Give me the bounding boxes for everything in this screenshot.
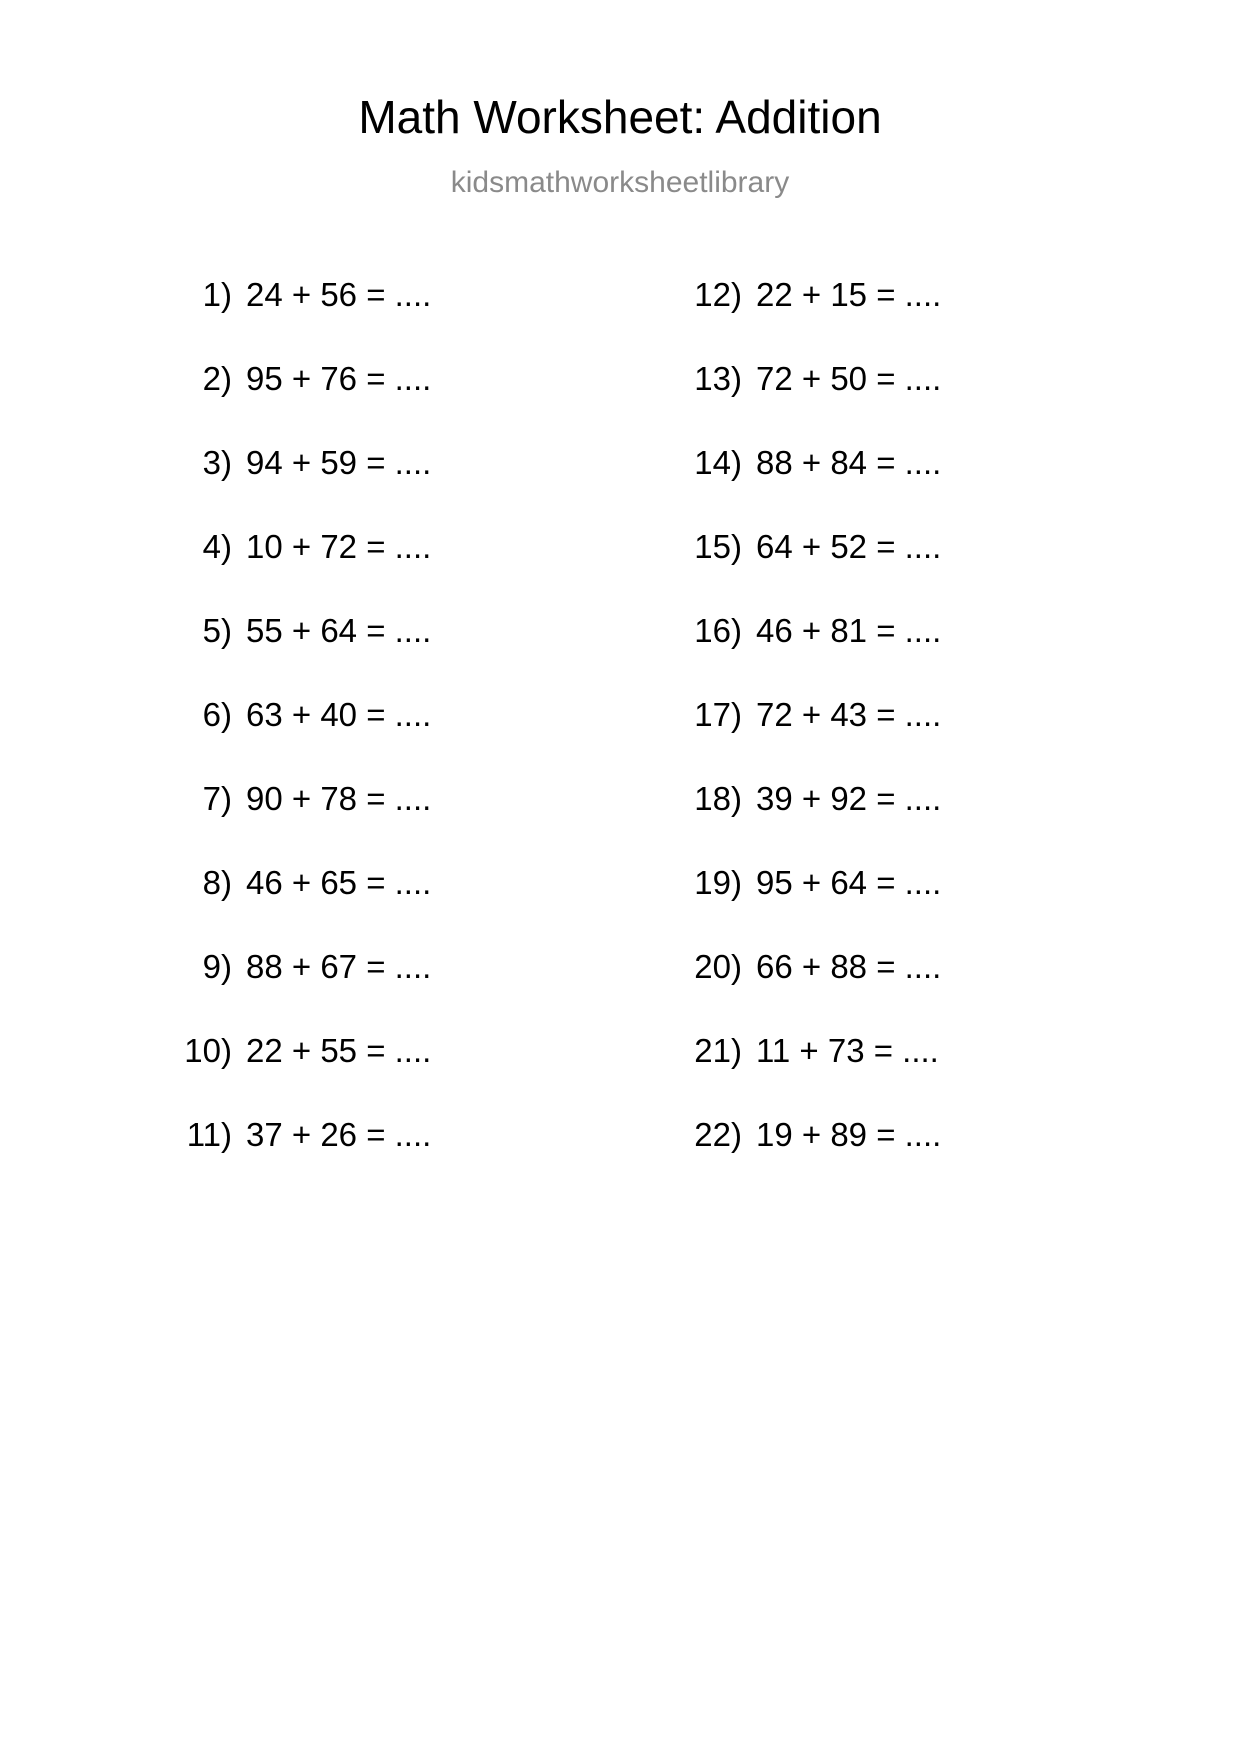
page-subtitle: kidsmathworksheetlibrary <box>450 166 790 199</box>
problem-item <box>680 446 1130 530</box>
problem-number: 21) <box>694 1032 742 1069</box>
problem-expression: 88 + 67 = .... <box>246 948 432 985</box>
problem-number: 5) <box>202 612 232 649</box>
problem-expression: 90 + 78 = .... <box>246 780 432 817</box>
problem-item <box>680 950 1130 1034</box>
problem-item <box>170 866 620 950</box>
problem-expression: 46 + 65 = .... <box>246 864 432 901</box>
problem-number: 11) <box>186 1116 232 1153</box>
problem-expression: 19 + 89 = .... <box>756 1116 942 1153</box>
problem-expression: 22 + 55 = .... <box>246 1032 432 1069</box>
problem-number: 10) <box>184 1032 232 1069</box>
problem-item <box>170 278 620 362</box>
problem-number: 15) <box>694 528 742 565</box>
problem-number: 12) <box>694 276 742 313</box>
problem-expression: 95 + 76 = .... <box>246 360 432 397</box>
problem-number: 2) <box>202 360 232 397</box>
problem-item <box>680 362 1130 446</box>
problem-expression: 22 + 15 = .... <box>756 276 942 313</box>
problem-expression: 94 + 59 = .... <box>246 444 432 481</box>
problem-number: 3) <box>202 444 232 481</box>
problem-number: 13) <box>694 360 742 397</box>
problem-expression: 39 + 92 = .... <box>756 780 942 817</box>
problem-number: 6) <box>202 696 232 733</box>
problem-expression: 37 + 26 = .... <box>246 1116 432 1153</box>
problem-expression: 55 + 64 = .... <box>246 612 432 649</box>
problem-number: 22) <box>694 1116 742 1153</box>
problem-item <box>680 866 1130 950</box>
problem-item <box>170 950 620 1034</box>
problem-number: 20) <box>694 948 742 985</box>
problem-item <box>170 1118 620 1202</box>
problem-columns <box>0 278 1240 1202</box>
problem-expression: 72 + 50 = .... <box>756 360 942 397</box>
problem-expression: 72 + 43 = .... <box>756 696 942 733</box>
problem-item <box>680 698 1130 782</box>
problem-expression: 88 + 84 = .... <box>756 444 942 481</box>
problem-number: 14) <box>694 444 742 481</box>
problem-number: 1) <box>202 276 232 313</box>
problem-item <box>680 530 1130 614</box>
problem-number: 17) <box>694 696 742 733</box>
problem-item <box>170 614 620 698</box>
problem-number: 8) <box>202 864 232 901</box>
problem-item <box>680 782 1130 866</box>
problem-number: 18) <box>694 780 742 817</box>
problem-item <box>170 446 620 530</box>
problem-expression: 11 + 73 = .... <box>756 1032 939 1069</box>
problem-expression: 46 + 81 = .... <box>756 612 942 649</box>
problem-expression: 63 + 40 = .... <box>246 696 432 733</box>
problem-expression: 10 + 72 = .... <box>246 528 432 565</box>
problem-expression: 95 + 64 = .... <box>756 864 942 901</box>
problem-number: 4) <box>202 528 232 565</box>
problem-item <box>680 1034 1130 1118</box>
problem-number: 7) <box>202 780 232 817</box>
problem-item <box>170 362 620 446</box>
page-title: Math Worksheet: Addition <box>358 91 882 143</box>
problem-expression: 64 + 52 = .... <box>756 528 942 565</box>
problem-column-right <box>620 278 1130 1202</box>
problem-item <box>170 698 620 782</box>
problem-item <box>170 530 620 614</box>
problem-item <box>170 1034 620 1118</box>
problem-item <box>170 782 620 866</box>
problem-number: 16) <box>694 612 742 649</box>
problem-number: 9) <box>202 948 232 985</box>
problem-column-left <box>110 278 620 1202</box>
problem-item <box>680 1118 1130 1202</box>
problem-item <box>680 614 1130 698</box>
problem-expression: 66 + 88 = .... <box>756 948 942 985</box>
problem-item <box>680 278 1130 362</box>
problem-number: 19) <box>694 864 742 901</box>
problem-expression: 24 + 56 = .... <box>246 276 432 313</box>
